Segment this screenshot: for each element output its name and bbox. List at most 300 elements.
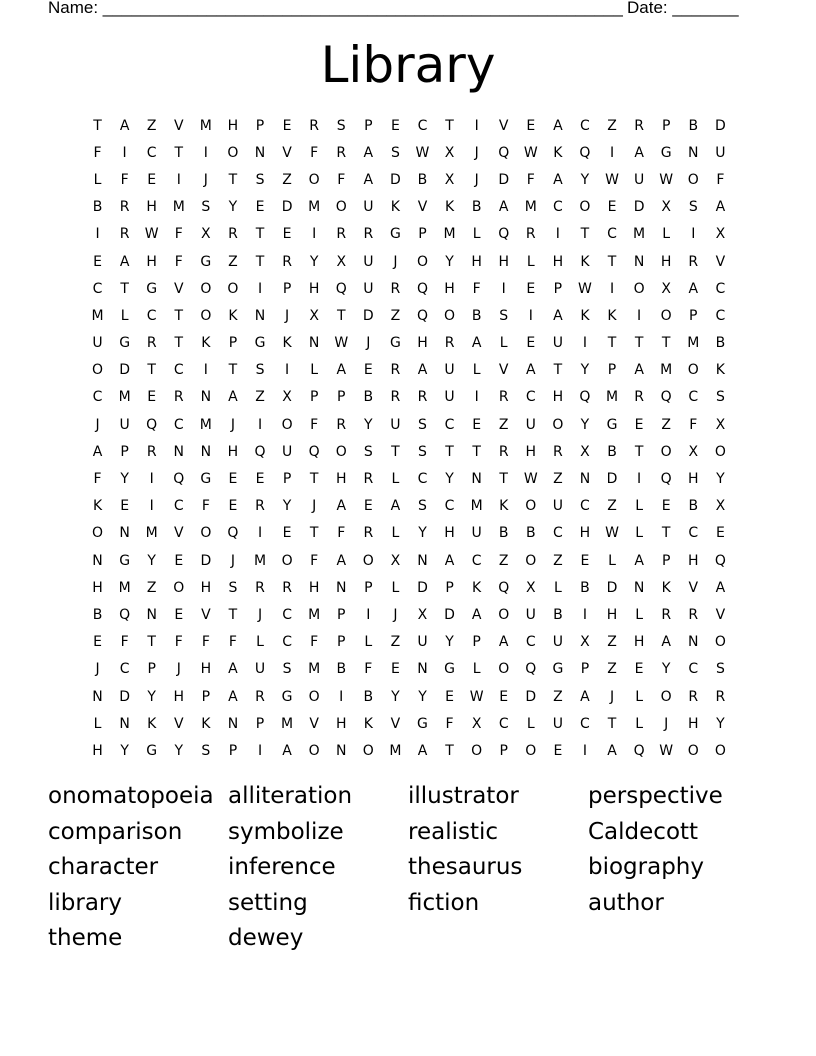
grid-letter[interactable]: Y [418, 525, 427, 542]
grid-letter[interactable]: F [93, 144, 102, 161]
grid-letter[interactable]: H [579, 525, 591, 542]
grid-letter[interactable]: P [553, 280, 563, 297]
grid-letter[interactable]: B [471, 307, 482, 324]
grid-letter[interactable]: I [582, 742, 588, 759]
grid-letter[interactable]: Z [553, 552, 563, 569]
grid-letter[interactable]: X [715, 498, 726, 515]
grid-letter[interactable]: C [552, 199, 563, 216]
grid-letter[interactable]: T [147, 634, 156, 651]
grid-letter[interactable]: B [580, 579, 590, 596]
grid-letter[interactable]: W [334, 335, 349, 352]
grid-letter[interactable]: Q [633, 742, 645, 759]
grid-letter[interactable]: V [390, 715, 401, 732]
grid-letter[interactable]: F [93, 471, 102, 488]
grid-letter[interactable]: M [253, 552, 267, 569]
grid-letter[interactable]: L [93, 715, 102, 732]
grid-letter[interactable]: L [256, 634, 264, 651]
grid-letter[interactable]: O [525, 552, 537, 569]
grid-letter[interactable]: S [499, 307, 509, 324]
grid-letter[interactable]: T [580, 226, 590, 243]
grid-letter[interactable]: W [523, 471, 538, 488]
grid-letter[interactable]: R [688, 253, 699, 270]
grid-letter[interactable]: T [255, 253, 265, 270]
grid-letter[interactable]: O [200, 307, 212, 324]
grid-letter[interactable]: L [635, 525, 643, 542]
grid-letter[interactable]: A [282, 742, 292, 759]
grid-letter[interactable]: T [174, 144, 184, 161]
grid-letter[interactable]: L [608, 552, 616, 569]
grid-letter[interactable]: L [635, 498, 643, 515]
grid-letter[interactable]: E [282, 525, 292, 542]
grid-letter[interactable]: I [95, 226, 100, 243]
grid-letter[interactable]: T [553, 362, 563, 379]
grid-letter[interactable]: Y [716, 715, 725, 732]
grid-letter[interactable]: I [609, 144, 615, 161]
grid-letter[interactable]: E [147, 389, 157, 406]
grid-letter[interactable]: E [499, 688, 509, 705]
grid-letter[interactable]: U [92, 335, 103, 352]
grid-letter[interactable]: A [498, 634, 509, 651]
grid-letter[interactable]: D [390, 171, 401, 188]
grid-letter[interactable]: O [660, 307, 672, 324]
grid-letter[interactable]: D [715, 117, 726, 134]
grid-letter[interactable]: X [444, 171, 455, 188]
grid-letter[interactable]: B [525, 525, 536, 542]
grid-letter[interactable]: U [390, 416, 401, 433]
grid-letter[interactable]: W [605, 525, 619, 542]
grid-letter[interactable]: Y [580, 171, 590, 188]
grid-letter[interactable]: N [336, 579, 347, 596]
grid-letter[interactable]: L [635, 606, 643, 623]
grid-letter[interactable]: Q [416, 307, 428, 324]
grid-letter[interactable]: H [552, 389, 564, 406]
grid-letter[interactable]: H [173, 688, 185, 705]
grid-letter[interactable]: F [120, 171, 129, 188]
grid-letter[interactable]: I [691, 226, 696, 243]
grid-letter[interactable]: X [417, 606, 428, 623]
grid-letter[interactable]: R [363, 471, 374, 488]
grid-letter[interactable]: L [553, 579, 562, 596]
grid-letter[interactable]: Q [579, 389, 591, 406]
grid-letter[interactable]: Z [146, 579, 157, 596]
grid-letter[interactable]: V [282, 144, 292, 161]
grid-letter[interactable]: Y [364, 416, 373, 433]
grid-letter[interactable]: K [553, 144, 563, 161]
grid-letter[interactable]: P [147, 661, 156, 678]
grid-letter[interactable]: C [715, 280, 726, 297]
grid-letter[interactable]: G [254, 335, 266, 352]
grid-letter[interactable]: J [609, 688, 615, 705]
grid-letter[interactable]: H [498, 253, 509, 270]
grid-letter[interactable]: F [689, 416, 698, 433]
grid-letter[interactable]: U [363, 199, 374, 216]
grid-letter[interactable]: P [309, 389, 319, 406]
grid-letter[interactable]: X [444, 144, 455, 161]
grid-letter[interactable]: R [417, 389, 428, 406]
grid-letter[interactable]: F [310, 552, 319, 569]
grid-letter[interactable]: K [607, 307, 617, 324]
grid-letter[interactable]: B [92, 606, 103, 623]
grid-letter[interactable]: M [281, 715, 294, 732]
grid-letter[interactable]: C [173, 362, 184, 379]
grid-letter[interactable]: O [633, 280, 645, 297]
grid-letter[interactable]: M [308, 661, 321, 678]
grid-letter[interactable]: U [471, 525, 482, 542]
grid-letter[interactable]: A [634, 552, 644, 569]
grid-letter[interactable]: Z [498, 552, 509, 569]
grid-letter[interactable]: E [634, 416, 644, 433]
grid-letter[interactable]: N [119, 525, 130, 542]
grid-letter[interactable]: Z [553, 471, 563, 488]
grid-letter[interactable]: J [474, 144, 479, 161]
grid-letter[interactable]: A [336, 552, 347, 569]
grid-letter[interactable]: V [688, 579, 699, 596]
grid-letter[interactable]: O [227, 280, 239, 297]
grid-letter[interactable]: J [230, 552, 235, 569]
grid-letter[interactable]: T [661, 335, 671, 352]
grid-letter[interactable]: A [634, 362, 644, 379]
grid-letter[interactable]: H [92, 742, 103, 759]
grid-letter[interactable]: S [418, 416, 427, 433]
grid-letter[interactable]: Y [445, 471, 454, 488]
grid-letter[interactable]: N [688, 634, 699, 651]
grid-letter[interactable]: X [580, 634, 590, 651]
grid-letter[interactable]: E [526, 117, 536, 134]
grid-letter[interactable]: H [471, 253, 482, 270]
grid-letter[interactable]: T [607, 715, 617, 732]
grid-letter[interactable]: X [688, 443, 699, 460]
grid-letter[interactable]: O [444, 307, 456, 324]
grid-letter[interactable]: N [308, 335, 320, 352]
grid-letter[interactable]: P [282, 280, 292, 297]
grid-letter[interactable]: O [498, 661, 510, 678]
grid-letter[interactable]: D [281, 199, 293, 216]
grid-letter[interactable]: E [607, 199, 617, 216]
grid-letter[interactable]: D [119, 362, 130, 379]
grid-letter[interactable]: Q [173, 471, 185, 488]
grid-letter[interactable]: Z [607, 634, 617, 651]
grid-letter[interactable]: R [255, 688, 265, 705]
grid-letter[interactable]: J [474, 171, 479, 188]
grid-letter[interactable]: A [661, 634, 671, 651]
grid-letter[interactable]: A [228, 688, 238, 705]
grid-letter[interactable]: C [119, 661, 130, 678]
grid-letter[interactable]: O [308, 742, 320, 759]
grid-letter[interactable]: E [174, 606, 184, 623]
grid-letter[interactable]: R [228, 226, 238, 243]
grid-letter[interactable]: T [120, 280, 129, 297]
grid-letter[interactable]: M [605, 389, 619, 406]
grid-letter[interactable]: T [309, 525, 319, 542]
grid-letter[interactable]: E [472, 416, 482, 433]
grid-letter[interactable]: U [444, 362, 455, 379]
grid-letter[interactable]: T [93, 117, 102, 134]
grid-letter[interactable]: J [393, 253, 398, 270]
grid-letter[interactable]: P [364, 117, 373, 134]
grid-letter[interactable]: W [144, 226, 159, 243]
grid-letter[interactable]: X [201, 226, 211, 243]
grid-letter[interactable]: T [336, 307, 346, 324]
grid-letter[interactable]: C [607, 226, 617, 243]
grid-letter[interactable]: M [660, 362, 673, 379]
grid-letter[interactable]: I [257, 280, 263, 297]
grid-letter[interactable]: T [445, 742, 454, 759]
grid-letter[interactable]: F [310, 634, 319, 651]
grid-letter[interactable]: L [526, 253, 535, 270]
grid-letter[interactable]: P [120, 443, 129, 460]
grid-letter[interactable]: R [498, 389, 509, 406]
grid-letter[interactable]: X [661, 199, 671, 216]
grid-letter[interactable]: D [525, 688, 537, 705]
grid-letter[interactable]: R [498, 443, 509, 460]
grid-letter[interactable]: R [336, 416, 347, 433]
grid-letter[interactable]: A [498, 199, 509, 216]
grid-letter[interactable]: T [228, 171, 238, 188]
grid-letter[interactable]: I [609, 280, 615, 297]
grid-letter[interactable]: S [688, 199, 698, 216]
grid-letter[interactable]: Y [580, 362, 590, 379]
grid-letter[interactable]: B [498, 525, 509, 542]
grid-letter[interactable]: T [309, 471, 319, 488]
grid-letter[interactable]: Z [255, 389, 265, 406]
grid-letter[interactable]: V [309, 715, 319, 732]
grid-letter[interactable]: C [552, 525, 563, 542]
grid-letter[interactable]: Q [660, 389, 672, 406]
grid-letter[interactable]: F [337, 171, 346, 188]
grid-letter[interactable]: L [120, 307, 129, 324]
grid-letter[interactable]: X [661, 280, 671, 297]
grid-letter[interactable]: R [390, 362, 401, 379]
grid-letter[interactable]: J [366, 335, 371, 352]
grid-letter[interactable]: P [337, 634, 346, 651]
grid-letter[interactable]: K [715, 362, 725, 379]
grid-letter[interactable]: R [634, 389, 644, 406]
grid-letter[interactable]: Q [335, 280, 347, 297]
grid-letter[interactable]: N [336, 742, 347, 759]
grid-letter[interactable]: Z [146, 117, 157, 134]
grid-letter[interactable]: U [552, 715, 563, 732]
grid-letter[interactable]: P [472, 634, 481, 651]
grid-letter[interactable]: F [228, 634, 237, 651]
grid-letter[interactable]: R [146, 443, 157, 460]
grid-letter[interactable]: V [498, 362, 509, 379]
grid-letter[interactable]: L [526, 715, 535, 732]
grid-letter[interactable]: X [715, 416, 726, 433]
grid-letter[interactable]: A [471, 335, 482, 352]
grid-letter[interactable]: R [525, 226, 536, 243]
grid-letter[interactable]: D [498, 171, 510, 188]
grid-letter[interactable]: H [200, 661, 212, 678]
grid-letter[interactable]: L [472, 226, 481, 243]
grid-letter[interactable]: J [95, 661, 100, 678]
grid-letter[interactable]: A [553, 307, 563, 324]
grid-letter[interactable]: D [417, 579, 428, 596]
grid-letter[interactable]: K [92, 498, 103, 515]
grid-letter[interactable]: S [201, 742, 211, 759]
grid-letter[interactable]: E [661, 498, 671, 515]
grid-letter[interactable]: K [147, 715, 157, 732]
grid-letter[interactable]: V [498, 117, 509, 134]
grid-letter[interactable]: R [255, 498, 265, 515]
grid-letter[interactable]: H [335, 715, 347, 732]
grid-letter[interactable]: H [444, 525, 455, 542]
grid-letter[interactable]: O [687, 742, 699, 759]
grid-letter[interactable]: W [659, 171, 674, 188]
grid-letter[interactable]: O [660, 688, 672, 705]
grid-letter[interactable]: T [607, 335, 617, 352]
grid-letter[interactable]: A [363, 144, 374, 161]
grid-letter[interactable]: R [390, 389, 401, 406]
grid-letter[interactable]: H [687, 552, 699, 569]
grid-letter[interactable]: Y [120, 742, 129, 759]
grid-letter[interactable]: E [363, 498, 373, 515]
grid-letter[interactable]: I [637, 307, 642, 324]
grid-letter[interactable]: Q [498, 144, 510, 161]
grid-letter[interactable]: A [417, 742, 428, 759]
grid-letter[interactable]: P [337, 389, 346, 406]
grid-letter[interactable]: P [580, 661, 590, 678]
grid-letter[interactable]: Y [661, 661, 671, 678]
grid-letter[interactable]: I [257, 416, 263, 433]
grid-letter[interactable]: E [255, 199, 265, 216]
grid-letter[interactable]: B [607, 443, 617, 460]
grid-letter[interactable]: U [552, 634, 563, 651]
grid-letter[interactable]: R [309, 117, 320, 134]
grid-letter[interactable]: A [444, 552, 455, 569]
grid-letter[interactable]: O [200, 525, 212, 542]
grid-letter[interactable]: A [471, 606, 482, 623]
grid-letter[interactable]: L [310, 362, 319, 379]
grid-letter[interactable]: D [362, 307, 374, 324]
grid-letter[interactable]: O [579, 199, 591, 216]
grid-letter[interactable]: F [120, 634, 129, 651]
grid-letter[interactable]: X [580, 443, 590, 460]
grid-letter[interactable]: C [173, 498, 184, 515]
grid-letter[interactable]: Q [660, 471, 672, 488]
grid-letter[interactable]: H [525, 443, 537, 460]
grid-letter[interactable]: V [173, 715, 184, 732]
grid-letter[interactable]: L [93, 171, 102, 188]
grid-letter[interactable]: O [660, 443, 672, 460]
grid-letter[interactable]: Y [282, 498, 292, 515]
grid-letter[interactable]: I [582, 606, 588, 623]
grid-letter[interactable]: E [634, 661, 644, 678]
grid-letter[interactable]: E [228, 498, 238, 515]
grid-letter[interactable]: R [146, 335, 157, 352]
grid-letter[interactable]: H [606, 606, 618, 623]
grid-letter[interactable]: O [308, 688, 320, 705]
grid-letter[interactable]: Q [119, 606, 131, 623]
grid-letter[interactable]: N [92, 552, 103, 569]
grid-letter[interactable]: G [417, 715, 428, 732]
grid-letter[interactable]: H [687, 715, 699, 732]
grid-letter[interactable]: L [662, 226, 671, 243]
grid-letter[interactable]: O [714, 742, 726, 759]
grid-letter[interactable]: G [146, 280, 158, 297]
grid-letter[interactable]: U [715, 144, 726, 161]
grid-letter[interactable]: C [282, 606, 292, 623]
grid-letter[interactable]: H [92, 579, 103, 596]
grid-letter[interactable]: H [633, 634, 645, 651]
grid-letter[interactable]: G [200, 253, 212, 270]
grid-letter[interactable]: I [203, 362, 208, 379]
grid-letter[interactable]: H [227, 443, 239, 460]
grid-letter[interactable]: O [525, 498, 537, 515]
grid-letter[interactable]: B [336, 661, 347, 678]
grid-letter[interactable]: Z [607, 498, 617, 515]
grid-letter[interactable]: M [308, 606, 321, 623]
grid-letter[interactable]: T [445, 443, 454, 460]
grid-letter[interactable]: H [444, 280, 455, 297]
grid-letter[interactable]: H [146, 199, 157, 216]
grid-letter[interactable]: D [633, 199, 645, 216]
grid-letter[interactable]: F [526, 171, 535, 188]
grid-letter[interactable]: Y [174, 742, 184, 759]
grid-letter[interactable]: V [715, 606, 726, 623]
grid-letter[interactable]: Q [254, 443, 266, 460]
grid-letter[interactable]: A [336, 362, 347, 379]
grid-letter[interactable]: O [200, 280, 212, 297]
grid-letter[interactable]: M [199, 416, 212, 433]
grid-letter[interactable]: P [689, 307, 698, 324]
grid-letter[interactable]: A [553, 171, 563, 188]
grid-letter[interactable]: A [92, 443, 103, 460]
grid-letter[interactable]: E [390, 117, 400, 134]
grid-letter[interactable]: A [634, 144, 644, 161]
grid-letter[interactable]: V [173, 280, 184, 297]
grid-letter[interactable]: R [661, 606, 672, 623]
grid-letter[interactable]: L [472, 661, 481, 678]
grid-letter[interactable]: I [285, 362, 290, 379]
grid-letter[interactable]: S [228, 579, 238, 596]
grid-letter[interactable]: S [336, 117, 346, 134]
grid-letter[interactable]: B [471, 199, 482, 216]
grid-letter[interactable]: Q [498, 579, 510, 596]
grid-letter[interactable]: K [444, 199, 455, 216]
grid-letter[interactable]: D [119, 688, 130, 705]
grid-letter[interactable]: P [255, 715, 265, 732]
grid-letter[interactable]: G [119, 552, 131, 569]
grid-letter[interactable]: U [525, 606, 536, 623]
grid-letter[interactable]: I [149, 471, 154, 488]
grid-letter[interactable]: I [312, 226, 317, 243]
grid-letter[interactable]: W [605, 171, 619, 188]
grid-letter[interactable]: Y [445, 634, 454, 651]
grid-letter[interactable]: M [443, 226, 456, 243]
grid-letter[interactable]: R [688, 606, 699, 623]
grid-letter[interactable]: X [309, 307, 319, 324]
grid-letter[interactable]: P [228, 742, 238, 759]
grid-letter[interactable]: F [174, 634, 183, 651]
grid-letter[interactable]: Z [607, 117, 617, 134]
grid-letter[interactable]: N [471, 471, 482, 488]
grid-letter[interactable]: O [227, 144, 239, 161]
grid-letter[interactable]: E [363, 362, 373, 379]
grid-letter[interactable]: A [363, 171, 374, 188]
grid-letter[interactable]: O [335, 443, 347, 460]
grid-letter[interactable]: C [525, 634, 536, 651]
grid-letter[interactable]: D [200, 552, 212, 569]
grid-letter[interactable]: Z [282, 171, 292, 188]
grid-letter[interactable]: E [120, 498, 130, 515]
grid-letter[interactable]: N [146, 606, 157, 623]
grid-letter[interactable]: Y [309, 253, 319, 270]
grid-letter[interactable]: M [389, 742, 402, 759]
grid-letter[interactable]: C [688, 661, 699, 678]
grid-letter[interactable]: F [201, 498, 210, 515]
grid-letter[interactable]: P [282, 471, 292, 488]
grid-letter[interactable]: I [176, 171, 181, 188]
